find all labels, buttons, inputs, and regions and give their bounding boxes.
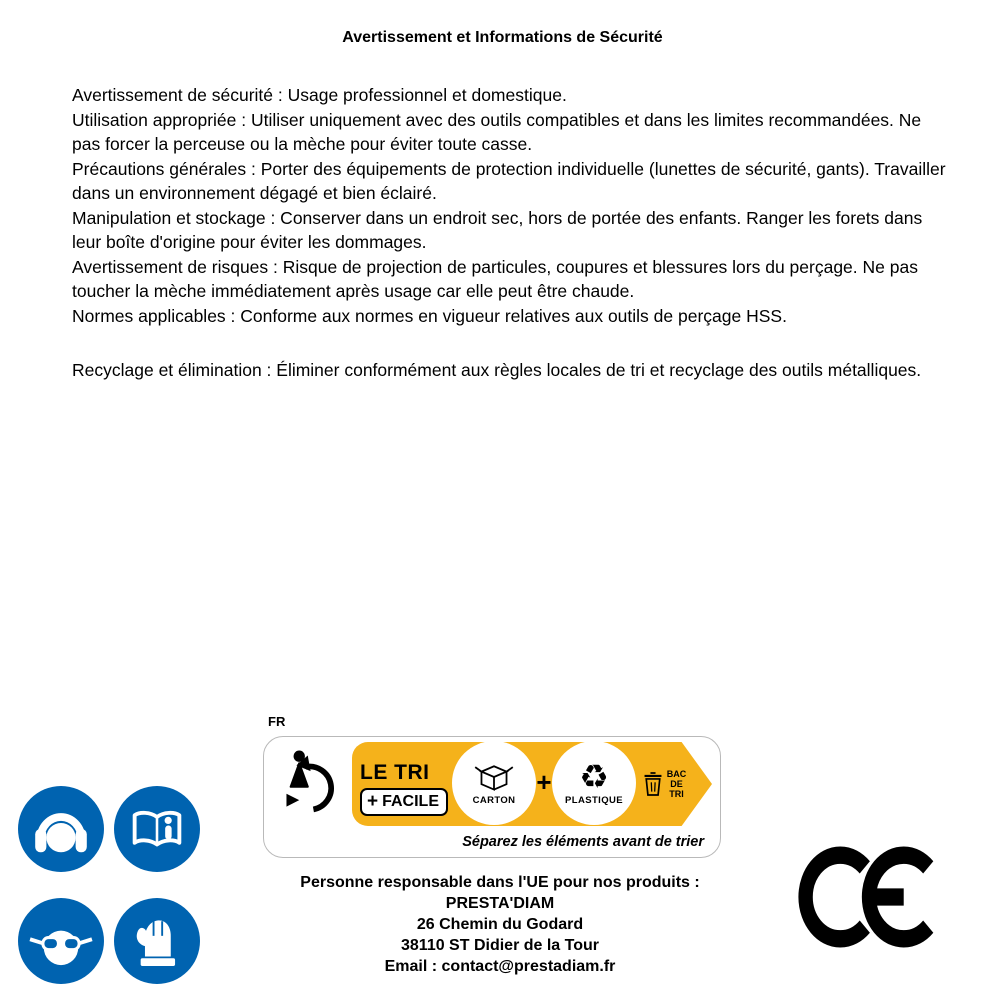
- safety-paragraph: Manipulation et stockage : Conserver dans un endroit sec, hors de portée des enfants. Ranger les forets dans leur boîte d'origine pour éviter les dommages.: [72, 207, 923, 252]
- wear-ear-protection-icon: [18, 786, 104, 872]
- safety-paragraph: Avertissement de risques : Risque de projection de particules, coupures et blessures lors du perçage. Ne pas toucher la mèche immédiatement après usage car elle peut être chaude.: [72, 256, 918, 301]
- cardboard-box-icon: [472, 760, 516, 794]
- wear-eye-protection-icon: [18, 898, 104, 984]
- page-title: Avertissement et Informations de Sécurité: [342, 29, 663, 46]
- sorting-tagline: Séparez les éléments avant de trier: [462, 834, 704, 850]
- sorting-bin-icon: [642, 769, 664, 799]
- read-instruction-manual-icon: [114, 786, 200, 872]
- safety-paragraph: Avertissement de sécurité : Usage professionnel et domestique.: [72, 85, 567, 105]
- plastique-label: PLASTIQUE: [565, 795, 623, 806]
- company-name: PRESTA'DIAM: [445, 895, 555, 912]
- recycling-triangle-icon: ♻: [579, 758, 609, 795]
- materials-plus-separator: +: [536, 767, 552, 797]
- le-tri-text: LE TRI: [360, 761, 430, 784]
- safety-paragraph: Normes applicables : Conforme aux normes en vigueur relatives aux outils de perçage HSS.: [72, 305, 787, 326]
- responsible-intro-line: Personne responsable dans l'UE pour nos produits :: [300, 874, 700, 891]
- safety-paragraph: Précautions générales : Porter des équipements de protection individuelle (lunettes de sécurité, gants). Travailler dans un environnement dégagé et bien éclairé.: [72, 158, 946, 203]
- triman-icon: [276, 747, 348, 825]
- safety-text-block: [72, 83, 952, 383]
- ce-mark-logo: [798, 846, 946, 948]
- safety-paragraph: Utilisation appropriée : Utiliser uniquement avec des outils compatibles et dans les limites recommandées. Ne pas forcer la perceuse ou la mèche pour éviter toute casse.: [72, 109, 922, 154]
- facile-text: FACILE: [382, 793, 439, 810]
- carton-material-circle: [452, 741, 536, 825]
- carton-label: CARTON: [472, 795, 516, 806]
- mandatory-safety-icons: [18, 786, 200, 984]
- email-line: Email : contact@prestadiam.fr: [384, 958, 616, 975]
- safety-paragraph: Recyclage et élimination : Éliminer conformément aux règles locales de tri et recyclage des outils métalliques.: [72, 360, 922, 380]
- info-tri-recycling-label: [263, 736, 721, 858]
- address-line: 38110 ST Didier de la Tour: [401, 937, 599, 954]
- address-line: 26 Chemin du Godard: [416, 916, 584, 933]
- plus-badge: +: [367, 791, 379, 812]
- responsible-person-block: [260, 872, 740, 977]
- bac-de-tri-text: BAC DE TRI: [666, 769, 687, 799]
- country-code-label: FR: [268, 714, 286, 729]
- wear-protective-gloves-icon: [114, 898, 200, 984]
- bac-de-tri-group: [636, 759, 692, 809]
- facile-badge: [360, 788, 448, 816]
- plastique-material-circle: [552, 741, 636, 825]
